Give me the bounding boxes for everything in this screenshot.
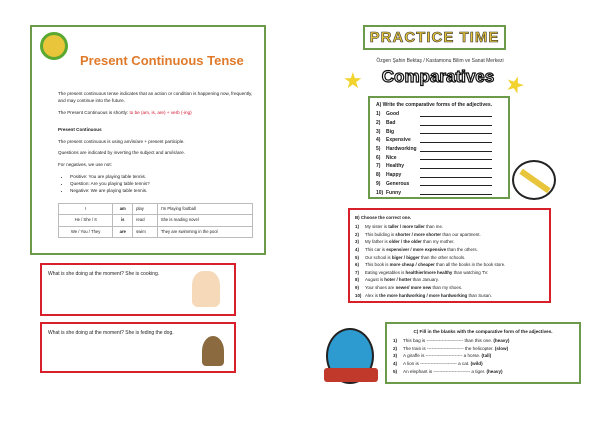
choice-item [355, 291, 544, 299]
item-number: 4) [393, 361, 398, 367]
hint-adjective: (tall) [481, 353, 492, 359]
table-cell: swim [133, 226, 158, 237]
adjective-item [376, 171, 502, 180]
choice-options[interactable]: taller / more taller [388, 224, 425, 230]
school-logo [40, 32, 68, 60]
item-number: 3) [355, 239, 359, 245]
adjective-item [376, 153, 502, 162]
sentence-end: than all the books in the book store. [434, 262, 506, 268]
adjective-item [376, 127, 502, 136]
sentence-end: than my mother. [421, 239, 455, 245]
table-row [59, 226, 253, 237]
item-number: 7) [376, 163, 381, 170]
answer-blank[interactable] [420, 147, 492, 152]
picture-box-feeding-dog [40, 322, 236, 373]
doc-paragraph: The present continuous is using am/is/are + present participle. [58, 138, 185, 144]
choice-item [355, 276, 544, 284]
sentence-start: This book is [365, 262, 390, 268]
doc-paragraph: The present continuous tense indicates that an action or condition is happening now, frequently, and may continue into the future. [58, 91, 253, 103]
question-text: What is she doing at the moment? She is cooking. [48, 271, 160, 277]
exercise-b [348, 208, 551, 303]
choice-item [355, 238, 544, 246]
table-cell: are [113, 226, 133, 237]
table-cell: is [113, 215, 133, 226]
exercise-a-instruction: A) Write the comparative forms of the adjectives. [376, 102, 493, 108]
item-number: 8) [376, 172, 381, 179]
choice-item [355, 253, 544, 261]
author-line: Özgen Şahin Bektaş / Kastamonu Bilim ve Sanat Merkezi [376, 58, 504, 64]
girl-dog-illustration [202, 336, 224, 366]
choice-options[interactable]: shorter / more shorter [395, 231, 442, 237]
picture-box-cooking [40, 263, 236, 316]
star-icon: ★ [343, 68, 363, 93]
sentence-start: Eating vegetables is [365, 269, 406, 275]
sentence[interactable]: This bag is ------------------------ than this one. [403, 338, 493, 344]
sentence-start: Our school is [365, 254, 392, 260]
item-number: 6) [355, 262, 359, 268]
item-number: 1) [376, 111, 381, 118]
sentence-end: than the other schools. [419, 254, 466, 260]
sentence-end: than our apartment. [441, 231, 481, 237]
item-number: 1) [355, 224, 359, 230]
hint-adjective: (heavy) [493, 338, 510, 344]
doc-paragraph: Questions are indicated by inverting the subject and am/is/are. [58, 150, 185, 156]
item-number: 2) [376, 120, 381, 127]
table-cell: I [59, 203, 113, 214]
choice-item [355, 246, 544, 254]
sentence-end: than January. [411, 277, 439, 283]
choice-item [355, 261, 544, 269]
adjective-item [376, 145, 502, 154]
item-number: 3) [393, 353, 398, 359]
table-cell: read [133, 215, 158, 226]
exercise-a [368, 96, 510, 199]
sentence-end: than me. [424, 224, 444, 230]
answer-blank[interactable] [420, 138, 492, 143]
item-number: 7) [355, 269, 359, 275]
hint-adjective: (slow) [494, 345, 509, 351]
item-number: 5) [376, 146, 381, 153]
conjugation-table [58, 203, 253, 238]
doc-formula [58, 110, 253, 117]
adjective: Nice [386, 154, 397, 161]
choice-item [355, 284, 544, 292]
fill-item [393, 352, 573, 360]
choice-options[interactable]: newer/ more new [395, 285, 432, 291]
choice-options[interactable]: older / the older [388, 239, 422, 245]
fill-item [393, 367, 573, 375]
item-number: 1) [393, 338, 398, 344]
choice-options[interactable]: hoter / hotter [384, 277, 412, 283]
adjective: Bad [386, 120, 396, 127]
sentence-start: This building is [365, 231, 396, 237]
table-cell: We / You / They [59, 226, 113, 237]
formula-label: The Present Continuous is shortly: [58, 109, 129, 115]
sentence-end: than my shoes. [431, 285, 463, 291]
sentence-end: than Susan. [467, 292, 492, 298]
sentence[interactable]: An elephant is ------------------------ a tiger. [403, 368, 486, 374]
cooking-girl-illustration [192, 271, 220, 307]
choice-item [355, 223, 544, 231]
table-cell: He / She / It [59, 215, 113, 226]
choice-options[interactable]: the more hardworking / more hardworking [379, 292, 468, 298]
adjective-item [376, 188, 502, 197]
table-cell: play [133, 203, 158, 214]
adjective: Funny [386, 189, 401, 196]
adjective-item [376, 180, 502, 189]
exercise-b-instruction: B) Choose the correct one. [355, 215, 412, 220]
adjective-item [376, 162, 502, 171]
penguin-reading-illustration [326, 328, 374, 384]
choice-item [355, 231, 544, 239]
adjective: Expensive [386, 137, 411, 144]
adjective: Hardworking [386, 146, 417, 153]
sentence-start: This car is [365, 247, 387, 253]
table-cell: am [113, 203, 133, 214]
table-row [59, 215, 253, 226]
adjective-item [376, 136, 502, 145]
item-number: 10) [376, 189, 384, 196]
bullet: • Question: Are you playing table tennis? [70, 181, 253, 188]
answer-blank[interactable] [420, 121, 492, 126]
answer-blank[interactable] [420, 181, 492, 186]
sentence-start: My father is [365, 239, 389, 245]
sentence[interactable]: The train is ------------------------ the helicopter. [403, 345, 494, 351]
bullet: • Positive: You are playing table tennis. [70, 174, 253, 181]
adjective-item [376, 119, 502, 128]
adjective: Happy [386, 172, 402, 179]
question-text: What is she doing at the moment? She is feding the dog. [48, 330, 174, 336]
table-row [59, 203, 253, 214]
grammar-reference-card [30, 25, 266, 255]
choice-options[interactable]: more cheap / cheaper [389, 262, 435, 268]
penguin-pencil-illustration [512, 160, 556, 200]
item-number: 5) [355, 254, 359, 260]
exercise-c-instruction: C) Fill in the blanks with the comparative form of the adjectives. [413, 329, 553, 334]
table-cell: I'm Playing football [157, 203, 252, 214]
formula: to be (am, is, are) + verb (-ing) [129, 109, 192, 115]
item-number: 4) [376, 137, 381, 144]
adjective: Big [386, 128, 395, 135]
doc-paragraph: For negatives, we use not: [58, 162, 112, 168]
item-number: 9) [376, 180, 381, 187]
choice-options[interactable]: healthier/more healthy [405, 269, 453, 275]
choice-options[interactable]: expensiver / more expensive [386, 247, 447, 253]
item-number: 3) [376, 128, 381, 135]
adjective: Generous [386, 180, 410, 187]
hint-adjective: (heavy) [486, 368, 503, 374]
sentence[interactable]: A giraffe is ------------------------ a horse. [403, 353, 481, 359]
fill-item [393, 360, 573, 368]
sentence-end: than watching TV. [452, 269, 489, 275]
item-number: 5) [393, 368, 398, 374]
fill-item [393, 337, 573, 345]
answer-blank[interactable] [420, 155, 492, 160]
answer-blank[interactable] [420, 173, 492, 178]
table-cell: They are swimming in the pool [157, 226, 252, 237]
sentence-start: August is [365, 277, 385, 283]
doc-heading: Present Continuous [58, 126, 102, 132]
item-number: 2) [393, 345, 398, 351]
hint-adjective: (wild) [470, 361, 483, 367]
table-cell: She is reading novel [157, 215, 252, 226]
bullet: • Negative: We are playing table tennis. [70, 188, 253, 195]
adjective: Good [386, 111, 400, 118]
choice-item [355, 269, 544, 277]
item-number: 4) [355, 247, 359, 253]
doc-title: Present Continuous Tense [80, 53, 244, 68]
sentence-start: Alex is [365, 292, 380, 298]
choice-options[interactable]: biger / bigger [391, 254, 420, 260]
answer-blank[interactable] [420, 112, 492, 117]
exercise-c [385, 322, 581, 384]
adjective-item [376, 110, 502, 119]
item-number: 2) [355, 231, 359, 237]
star-icon: ★ [501, 69, 529, 100]
answer-blank[interactable] [420, 129, 492, 134]
adjective: Healthy [386, 163, 405, 170]
practice-time-banner: PRACTICE TIME [363, 25, 506, 50]
section-title: Comparatives [381, 67, 495, 86]
answer-blank[interactable] [420, 164, 492, 169]
sentence-start: My sister is [365, 224, 389, 230]
sentence[interactable]: A lion is ------------------------ a cat. [403, 361, 470, 367]
fill-item [393, 345, 573, 353]
sentence-start: Your shoes are [365, 285, 396, 291]
item-number: 9) [355, 285, 359, 291]
item-number: 10) [355, 292, 362, 298]
item-number: 8) [355, 277, 359, 283]
sentence-end: than the others. [446, 247, 478, 253]
answer-blank[interactable] [420, 190, 492, 195]
item-number: 6) [376, 154, 381, 161]
